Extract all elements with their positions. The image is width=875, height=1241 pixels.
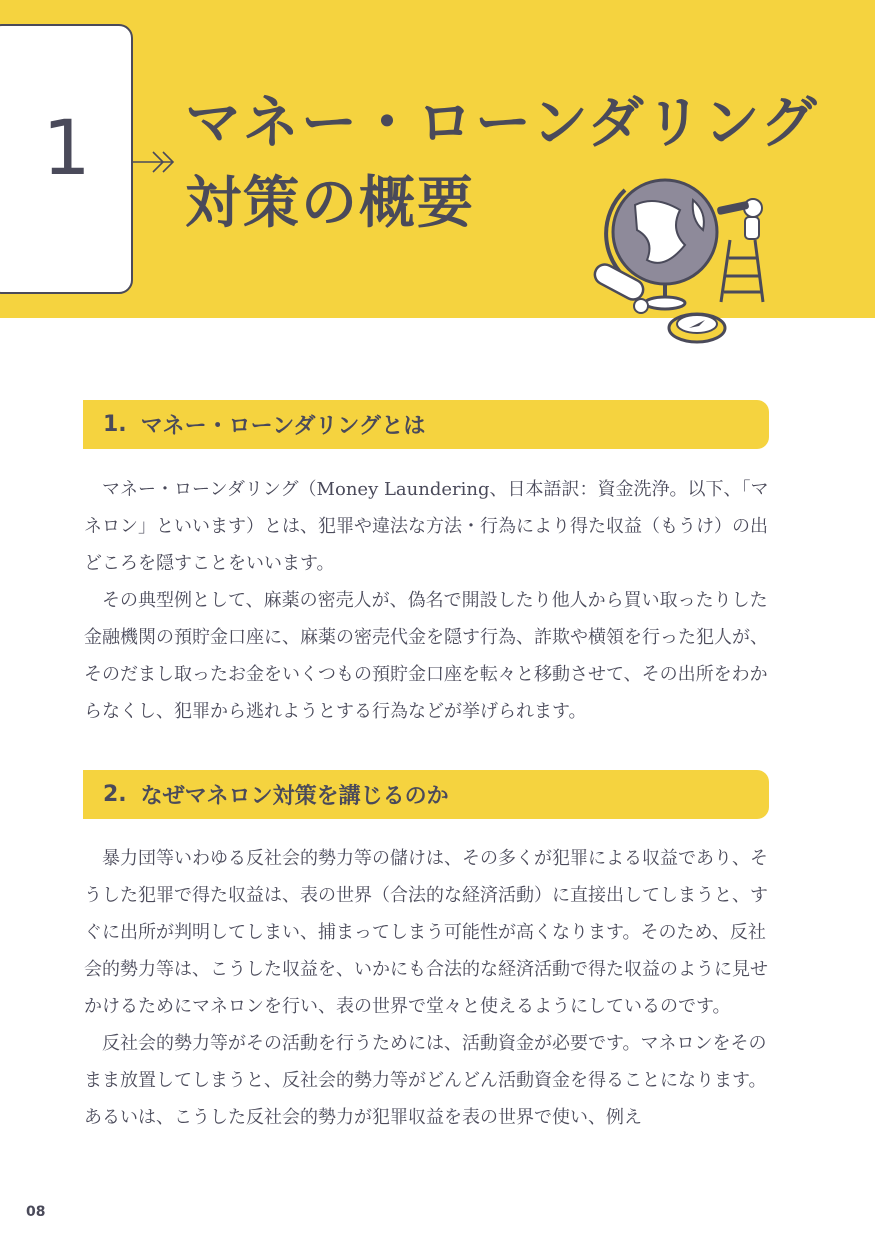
- double-arrow-icon: [133, 150, 177, 174]
- chapter-illustration: [585, 160, 785, 360]
- section-title: マネー・ローンダリングとは: [140, 414, 426, 439]
- section-body-1: [84, 471, 774, 730]
- paragraph: 反社会的勢力等がその活動を行うためには、活動資金が必要です。マネロンをそのまま放置してしまうと、反社会的勢力等がどんどん活動資金を得ることになります。あるいは、こうした反社会的勢力が犯罪収益を表の世界で使い、例え: [84, 1033, 767, 1128]
- child-with-telescope-icon: [717, 199, 762, 239]
- chapter-title-line2: 対策の概要: [185, 171, 475, 236]
- chapter-number: 1: [42, 102, 91, 192]
- paragraph: マネー・ローンダリング（Money Laundering、日本語訳：資金洗浄。以下、「マネロン」といいます）とは、犯罪や違法な方法・行為により得た収益（もうけ）の出どころを隠すことをいいます。: [84, 479, 769, 574]
- page-number: 08: [26, 1204, 46, 1220]
- section-title: なぜマネロン対策を講じるのか: [140, 784, 449, 809]
- paragraph: 暴力団等いわゆる反社会的勢力等の儲けは、その多くが犯罪による収益であり、そうした犯罪で得た収益は、表の世界（合法的な経済活動）に直接出してしまうと、すぐに出所が判明してしまい、捕まってしまう可能性が高くなります。そのため、反社会的勢力等は、こうした収益を、いかにも合法的な経済活動で得た収益のように見せかけるためにマネロンを行い、表の世界で堂々と使えるようにしているのです。: [84, 848, 768, 1017]
- ladder-icon: [721, 240, 763, 302]
- section-number: 1.: [103, 412, 127, 437]
- section-number: 2.: [103, 782, 127, 807]
- section-heading-2: [83, 770, 769, 819]
- section-body-2: [84, 840, 774, 1136]
- compass-icon: [669, 314, 725, 342]
- chapter-title-line1: マネー・ローンダリング: [185, 91, 819, 156]
- paragraph: その典型例として、麻薬の密売人が、偽名で開設したり他人から買い取ったりした金融機関の預貯金口座に、麻薬の密売代金を隠す行為、詐欺や横領を行った犯人が、そのだまし取ったお金をいくつもの預貯金口座を転々と移動させて、その出所をわからなくし、犯罪から逃れようとする行為などが挙げられます。: [84, 590, 768, 722]
- section-heading-1: [83, 400, 769, 449]
